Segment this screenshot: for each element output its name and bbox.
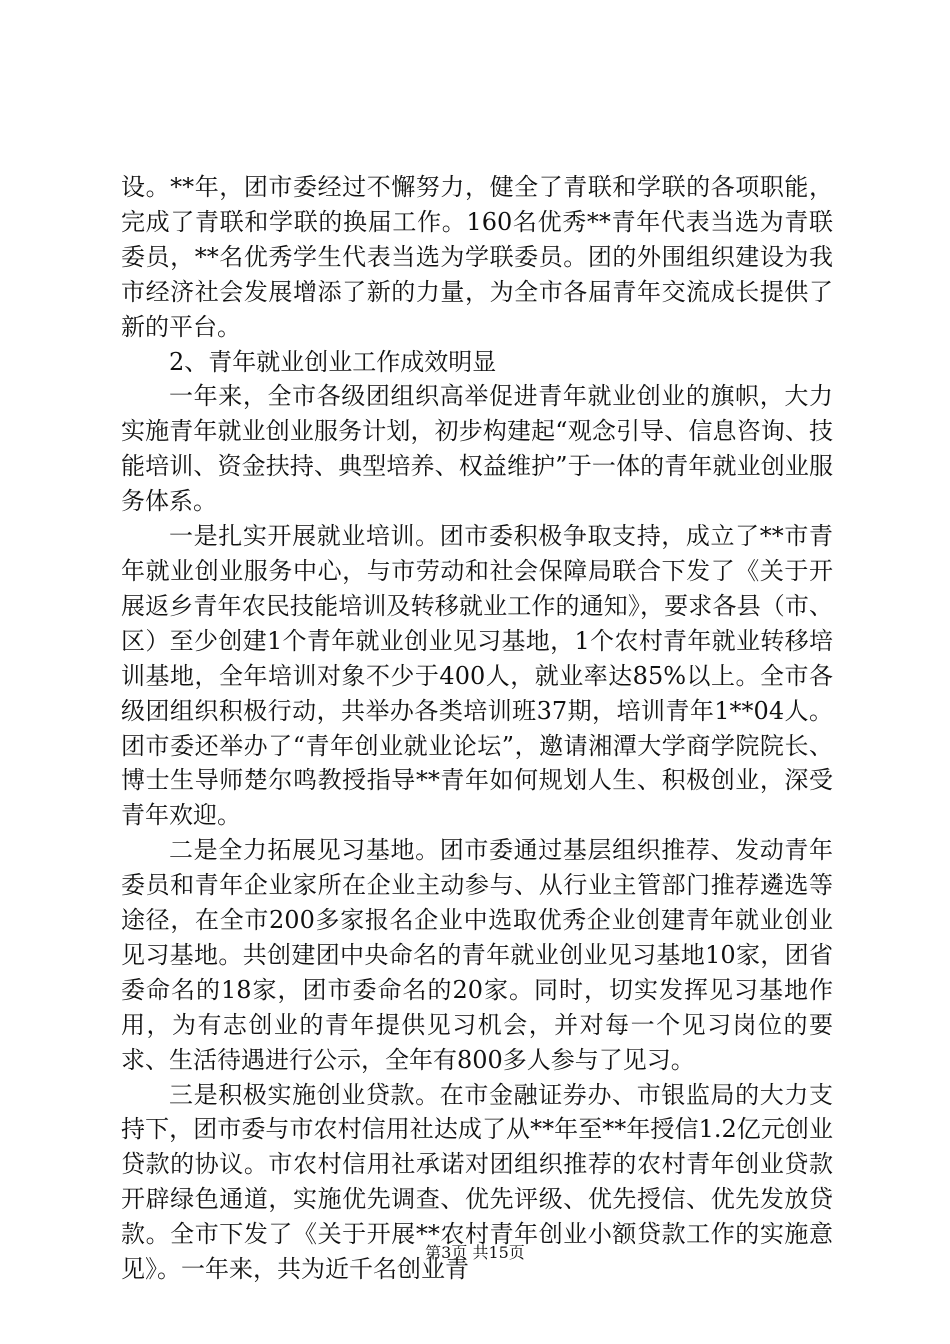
paragraph-5: 三是积极实施创业贷款。在市金融证券办、市银监局的大力支持下，团市委与市农村信用社达成了从**年至**年授信1.2亿元创业贷款的协议。市农村信用社承诺对团组织推荐的农村青年创业贷款开辟绿色通道，实施优先调查、优先评级、优先授信、优先发放贷款。全市下发了《关于开展**农村青年创业小额贷款工作的实施意见》。一年来，共为近千名创业青 — [121, 1080, 833, 1284]
paragraph-2: 一年来，全市各级团组织高举促进青年就业创业的旗帜，大力实施青年就业创业服务计划，初步构建起“观念引导、信息咨询、技能培训、资金扶持、典型培养、权益维护”于一体的青年就业创业服务体系。 — [121, 382, 833, 516]
paragraph-3: 一是扎实开展就业培训。团市委积极争取支持，成立了**市青年就业创业服务中心，与市劳动和社会保障局联合下发了《关于开展返乡青年农民技能培训及转移就业工作的通知》，要求各县（市、区）至少创建1个青年就业创业见习基地，1个农村青年就业转移培训基地，全年培训对象不少于400人，就业率达85%以上。全市各级团组织积极行动，共举办各类培训班37期，培训青年1**04人。团市委还举办了“青年创业就业论坛”，邀请湘潭大学商学院院长、博士生导师楚尔鸣教授指导**青年如何规划人生、积极创业，深受青年欢迎。 — [121, 522, 833, 830]
paragraph-1: 设。**年，团市委经过不懈努力，健全了青联和学联的各项职能，完成了青联和学联的换届工作。160名优秀**青年代表当选为青联委员，**名优秀学生代表当选为学联委员。团的外围组织建设为我市经济社会发展增添了新的力量，为全市各届青年交流成长提供了新的平台。 — [121, 173, 833, 341]
page-footer: 第3页 共15页 — [425, 1243, 525, 1262]
paragraph-4: 二是全力拓展见习基地。团市委通过基层组织推荐、发动青年委员和青年企业家所在企业主动参与、从行业主管部门推荐遴选等途径，在全市200多家报名企业中选取优秀企业创建青年就业创业见习基地。共创建团中央命名的青年就业创业见习基地10家，团省委命名的18家，团市委命名的20家。同时，切实发挥见习基地作用，为有志创业的青年提供见习机会，并对每一个见习岗位的要求、生活待遇进行公示，全年有800多人参与了见习。 — [121, 836, 833, 1074]
body-text — [121, 170, 833, 1287]
section-heading: 2、青年就业创业工作成效明显 — [169, 347, 497, 376]
